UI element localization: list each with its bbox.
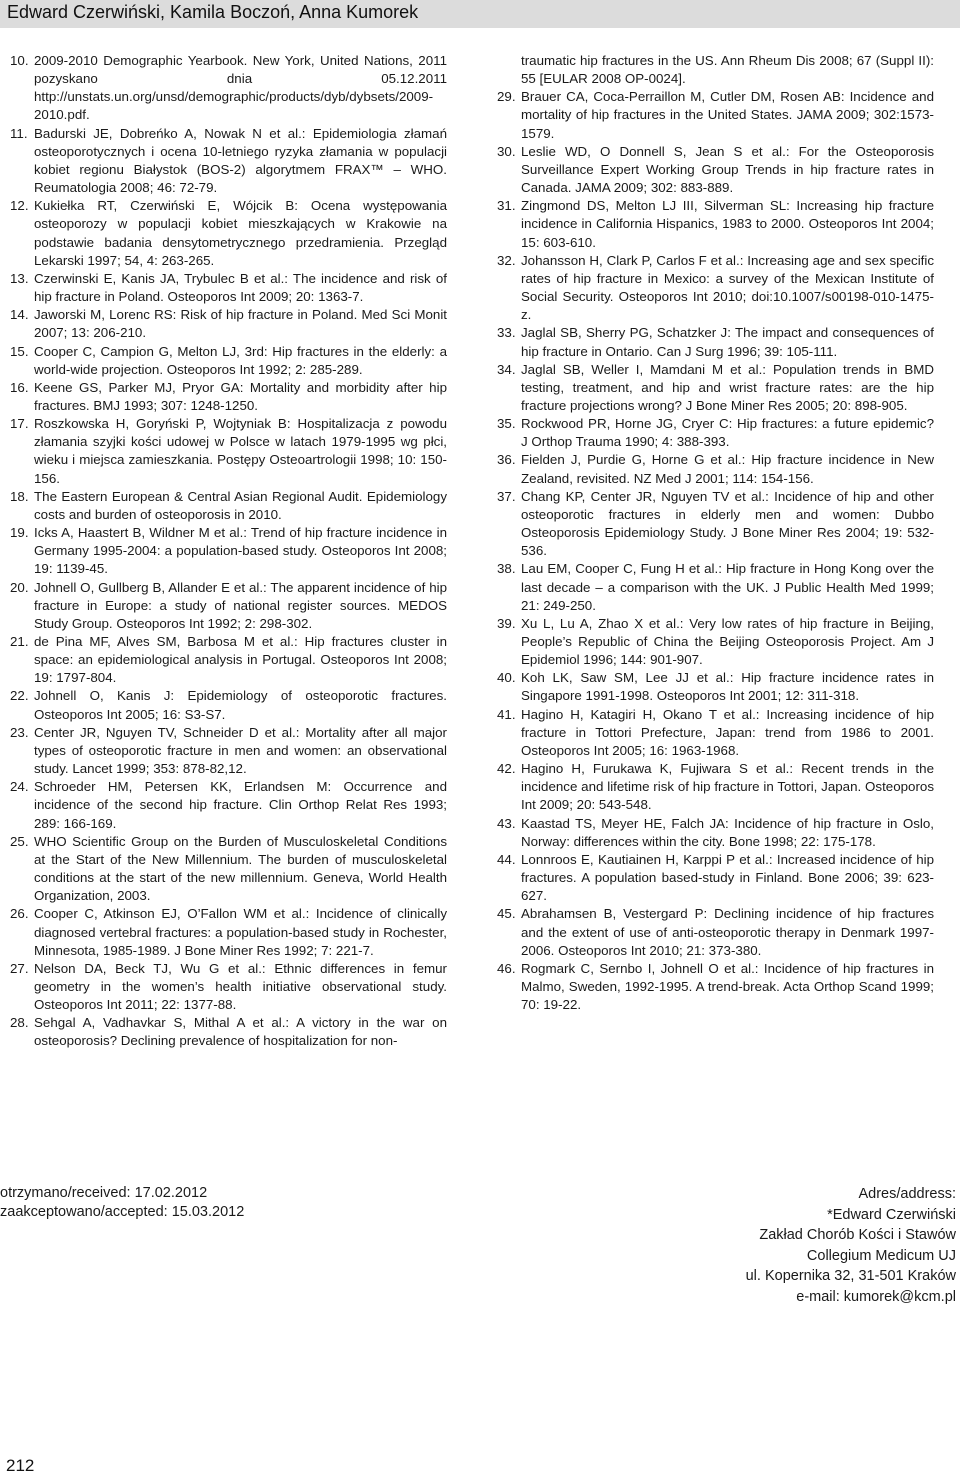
reference-number: 23. <box>10 724 29 740</box>
address-name: *Edward Czerwiński <box>827 1206 956 1223</box>
reference-text: Sehgal A, Vadhavkar S, Mithal A et al.: A victory in the war on osteoporosis? Declining prevalence of hospitalization for non- <box>34 1015 447 1049</box>
reference-item <box>497 197 934 251</box>
reference-text: Chang KP, Center JR, Nguyen TV et al.: Incidence of hip and other osteoporotic fractures in elderly men and women: Dubbo Osteoporosis Epidemiology Study. J Bone Miner Res 2004; 19: 532-536. <box>521 488 934 559</box>
reference-item <box>497 615 934 669</box>
reference-item <box>10 415 447 488</box>
reference-text: Xu L, Lu A, Zhao X et al.: Very low rates of hip fracture in Beijing, People’s Republic of China the Beijing Osteoporosis Project. Am J Epidemiol 1996; 144: 901-907. <box>521 615 934 668</box>
reference-text: Jaglal SB, Weller I, Mamdani M et al.: Population trends in BMD testing, treatment, and hip and wrist fracture rates: are the hip fracture projections wrong? J Bone Miner Res 2005; 20: 898-905. <box>521 361 934 413</box>
reference-text: Jaworski M, Lorenc RS: Risk of hip fracture in Poland. Med Sci Monit 2007; 13: 206-210. <box>34 307 447 341</box>
reference-item <box>10 579 447 633</box>
reference-item <box>10 633 447 687</box>
reference-text: Icks A, Haastert B, Wildner M et al.: Trend of hip fracture incidence in Germany 1995-2004: a population-based study. Osteoporos Int 2008; 19: 1139-45. <box>34 525 447 577</box>
reference-number: 26. <box>10 906 29 922</box>
reference-item <box>10 343 447 379</box>
address-institution: Collegium Medicum UJ <box>806 1247 956 1264</box>
reference-text: Johnell O, Kanis J: Epidemiology of osteoporotic fractures. Osteoporos Int 2005; 16: S3-S7. <box>34 688 447 722</box>
reference-item <box>10 687 447 723</box>
reference-text: Abrahamsen B, Vestergard P: Declining incidence of hip fractures and the extent of use of anti-osteoporotic therapy in Denmark 1997-2006. Osteoporos Int 2010; 21: 373-380. <box>521 906 934 958</box>
reference-item <box>497 488 934 561</box>
reference-number: 39. <box>497 615 516 631</box>
reference-number: 16. <box>10 379 29 395</box>
reference-item <box>497 52 934 88</box>
reference-text: Schroeder HM, Petersen KK, Erlandsen M: Occurrence and incidence of the second hip fracture. Clin Orthop Relat Res 1993; 289: 166-169. <box>34 779 447 831</box>
reference-number: 44. <box>497 851 516 867</box>
reference-text: WHO Scientific Group on the Burden of Musculoskeletal Conditions at the Start of the New Millennium. The burden of musculoskeletal conditions at the start of the new millennium. Geneva, World Health Organization, 2003. <box>34 833 447 904</box>
reference-number: 41. <box>497 706 516 722</box>
reference-number: 25. <box>10 833 29 849</box>
reference-item <box>497 905 934 959</box>
reference-number: 32. <box>497 252 516 268</box>
reference-item <box>497 851 934 905</box>
reference-item <box>10 197 447 270</box>
reference-text: Lau EM, Cooper C, Fung H et al.: Hip fracture in Hong Kong over the last decade – a comparison with the UK. J Public Health Med 1999; 21: 249-250. <box>521 561 934 613</box>
reference-number: 14. <box>10 307 29 323</box>
reference-text: Badurski JE, Dobreńko A, Nowak N et al.: Epidemiologia złamań osteoporotycznych i ocena 10-letniego ryzyka złamania w populacji kobiet regionu Białystok (BOS-2) algorytmem FRAX™ – WHO. Reumatologia 2008; 46: 72-79. <box>34 125 447 196</box>
address-email: e-mail: kumorek@kcm.pl <box>796 1288 956 1305</box>
reference-item <box>497 88 934 142</box>
reference-text: Koh LK, Saw SM, Lee JJ et al.: Hip fracture incidence rates in Singapore 1991-1998. Osteoporos Int 2001; 12: 311-318. <box>521 670 934 704</box>
address-street: ul. Kopernika 32, 31-501 Kraków <box>745 1268 956 1284</box>
reference-item <box>10 379 447 415</box>
reference-item <box>10 306 447 342</box>
reference-item <box>10 270 447 306</box>
reference-item <box>497 706 934 760</box>
reference-text: de Pina MF, Alves SM, Barbosa M et al.: Hip fractures cluster in space: an epidemiological analysis in Portugal. Osteoporos Int 2008; 19: 1797-804. <box>34 634 447 686</box>
reference-item <box>10 125 447 198</box>
reference-text: Center JR, Nguyen TV, Schneider D et al.: Mortality after all major types of osteoporotic fracture in men and women: an observational study. Lancet 1999; 353: 878-82,12. <box>34 724 447 777</box>
reference-number: 45. <box>497 906 516 922</box>
reference-number: 31. <box>497 198 516 214</box>
address-label: Adres/address: <box>858 1186 956 1202</box>
reference-number: 30. <box>497 143 516 159</box>
address-department: Zakład Chorób Kości i Stawów <box>759 1227 956 1243</box>
reference-text: Jaglal SB, Sherry PG, Schatzker J: The impact and consequences of hip fracture in Ontario. Can J Surg 1996; 39: 105-111. <box>521 325 934 359</box>
page-number: 212 <box>6 1456 35 1475</box>
reference-text: Kaastad TS, Meyer HE, Falch JA: Incidence of hip fracture in Oslo, Norway: differences within the city. Bone 1998; 22: 175-178. <box>521 815 934 849</box>
running-header <box>0 0 960 28</box>
reference-number: 12. <box>10 198 29 214</box>
reference-number: 38. <box>497 561 516 577</box>
references-column-left <box>10 52 447 1051</box>
reference-text: Kukiełka RT, Czerwiński E, Wójcik B: Ocena występowania osteoporozy w populacji kobiet mieszkających w Krakowie na podstawie badania densytometrycznego przedramienia. Przegląd Lekarski 1997; 54, 4: 263-265. <box>34 198 447 268</box>
reference-text: Rogmark C, Sernbo I, Johnell O et al.: Incidence of hip fractures in Malmo, Sweden, 1992-1995. A trend-break. Acta Orthop Scand 1999; 70: 19-22. <box>521 960 934 1013</box>
reference-number: 22. <box>10 688 29 704</box>
reference-item <box>497 560 934 614</box>
reference-text: Johansson H, Clark P, Carlos F et al.: Increasing age and sex specific rates of hip fracture in Mexico: a survey of the Mexican Institute of Social Security. Osteoporos Int 2010; doi:10.1007/s00198-010-1475-z. <box>521 252 934 323</box>
reference-text: Cooper C, Atkinson EJ, O’Fallon WM et al.: Incidence of clinically diagnosed vertebral fractures: a population-based study in Rochester, Minnesota, 1985-1989. J Bone Miner Res 1992; 7: 221-7. <box>34 906 447 958</box>
reference-number: 36. <box>497 452 516 468</box>
reference-item <box>10 724 447 778</box>
reference-number: 43. <box>497 815 516 831</box>
reference-text: Roszkowska H, Goryński P, Wojtyniak B: Hospitalizacja z powodu złamania szyjki kości udowej w Polsce w latach 1979-1995 wg płci, wieku i miejsca zamieszkania. Postępy Osteoartrologii 1998; 10: 150-156. <box>34 416 447 486</box>
reference-item <box>10 905 447 959</box>
reference-text: Hagino H, Katagiri H, Okano T et al.: Increasing incidence of hip fracture in Tottori Prefecture, Japan: trend from 1986 to 2001. Osteoporos Int 2005; 16: 1963-1968. <box>521 706 934 758</box>
reference-item <box>497 324 934 360</box>
reference-number: 28. <box>10 1015 29 1031</box>
references-column-right <box>497 52 934 1014</box>
reference-item <box>497 760 934 814</box>
received-date: otrzymano/received: 17.02.2012 <box>0 1185 208 1201</box>
reference-number: 46. <box>497 960 516 976</box>
reference-item <box>497 960 934 1014</box>
accepted-date: zaakceptowano/accepted: 15.03.2012 <box>0 1204 245 1220</box>
reference-text: Keene GS, Parker MJ, Pryor GA: Mortality and morbidity after hip fractures. BMJ 1993; 307: 1248-1250. <box>34 379 447 413</box>
header-authors: Edward Czerwiński, Kamila Boczoń, Anna Kumorek <box>7 2 419 22</box>
reference-item <box>497 143 934 197</box>
reference-text: Cooper C, Campion G, Melton LJ, 3rd: Hip fractures in the elderly: a world-wide projection. Osteoporos Int 1992; 2: 285-289. <box>34 343 447 377</box>
reference-text: Brauer CA, Coca-Perraillon M, Cutler DM, Rosen AB: Incidence and mortality of hip fractures in the United States. JAMA 2009; 302:1573-1579. <box>521 89 934 141</box>
reference-number: 11. <box>10 125 28 141</box>
reference-item <box>497 361 934 415</box>
reference-number: 21. <box>10 634 29 649</box>
reference-number: 10. <box>10 53 29 68</box>
reference-number: 24. <box>10 779 29 795</box>
reference-number: 34. <box>497 361 516 377</box>
reference-number: 27. <box>10 960 29 976</box>
reference-item <box>497 451 934 487</box>
reference-text: Zingmond DS, Melton LJ III, Silverman SL: Increasing hip fracture incidence in California Hispanics, 1983 to 2000. Osteoporos Int 2004; 15: 603-610. <box>521 198 934 250</box>
reference-item <box>10 52 447 125</box>
reference-number: 33. <box>497 325 516 341</box>
reference-text: Johnell O, Gullberg B, Allander E et al.: The apparent incidence of hip fracture in Europe: a study of national register sources. MEDOS Study Group. Osteoporos Int 1992; 2: 298-302. <box>34 579 447 631</box>
reference-number: 37. <box>497 488 516 504</box>
reference-text: Czerwinski E, Kanis JA, Trybulec B et al.: The incidence and risk of hip fracture in Poland. Osteoporos Int 2009; 20: 1363-7. <box>34 270 447 305</box>
reference-item <box>497 815 934 851</box>
reference-item <box>10 524 447 578</box>
reference-number: 42. <box>497 761 516 777</box>
reference-number: 13. <box>10 270 29 286</box>
reference-text: Nelson DA, Beck TJ, Wu G et al.: Ethnic differences in femur geometry in the women’s health initiative observational study. Osteoporos Int 2011; 22: 1377-88. <box>34 960 447 1013</box>
reference-number: 17. <box>10 416 29 432</box>
reference-item <box>10 1014 447 1050</box>
reference-number: 19. <box>10 525 29 541</box>
reference-text: Rockwood PR, Horne JG, Cryer C: Hip fractures: a future epidemic? J Orthop Trauma 1990; 4: 388-393. <box>521 416 934 450</box>
reference-number: 29. <box>497 89 516 105</box>
reference-text: Fielden J, Purdie G, Horne G et al.: Hip fracture incidence in New Zealand, revisited. NZ Med J 2001; 114: 154-156. <box>521 452 934 486</box>
reference-number: 20. <box>10 579 29 595</box>
reference-text: traumatic hip fractures in the US. Ann Rheum Dis 2008; 67 (Suppl II): 55 [EULAR 2008 OP-0024]. <box>521 53 934 87</box>
reference-number: 40. <box>497 670 516 686</box>
reference-item <box>10 778 447 832</box>
correspondence-address <box>746 1184 956 1307</box>
reference-text: Hagino H, Furukawa K, Fujiwara S et al.: Recent trends in the incidence and lifetime risk of hip fracture in Tottori, Japan. Osteoporos Int 2009; 20: 543-548. <box>521 761 934 813</box>
reference-text: Lonnroos E, Kautiainen H, Karppi P et al.: Increased incidence of hip fractures. A population based-study in Finland. Bone 2006; 39: 623-627. <box>521 851 934 904</box>
reference-item <box>497 669 934 705</box>
reference-number: 15. <box>10 343 29 359</box>
article-dates <box>0 1184 244 1222</box>
reference-item <box>10 488 447 524</box>
reference-item <box>497 415 934 451</box>
reference-text: Leslie WD, O Donnell S, Jean S et al.: For the Osteoporosis Surveillance Expert Working Group Trends in hip fracture rates in Canada. JAMA 2009; 302: 883-889. <box>521 143 934 196</box>
reference-item <box>10 833 447 906</box>
reference-item <box>497 252 934 325</box>
reference-text: 2009-2010 Demographic Yearbook. New York, United Nations, 2011 pozyskano dnia 05.12.2011 http://unstats.un.org/unsd/demographic/products/dyb/dybsets/2009-2010.pdf. <box>34 53 447 123</box>
reference-text: The Eastern European & Central Asian Regional Audit. Epidemiology costs and burden of osteoporosis in 2010. <box>34 488 447 522</box>
reference-item <box>10 960 447 1014</box>
reference-number: 18. <box>10 488 29 504</box>
reference-number: 35. <box>497 416 516 432</box>
